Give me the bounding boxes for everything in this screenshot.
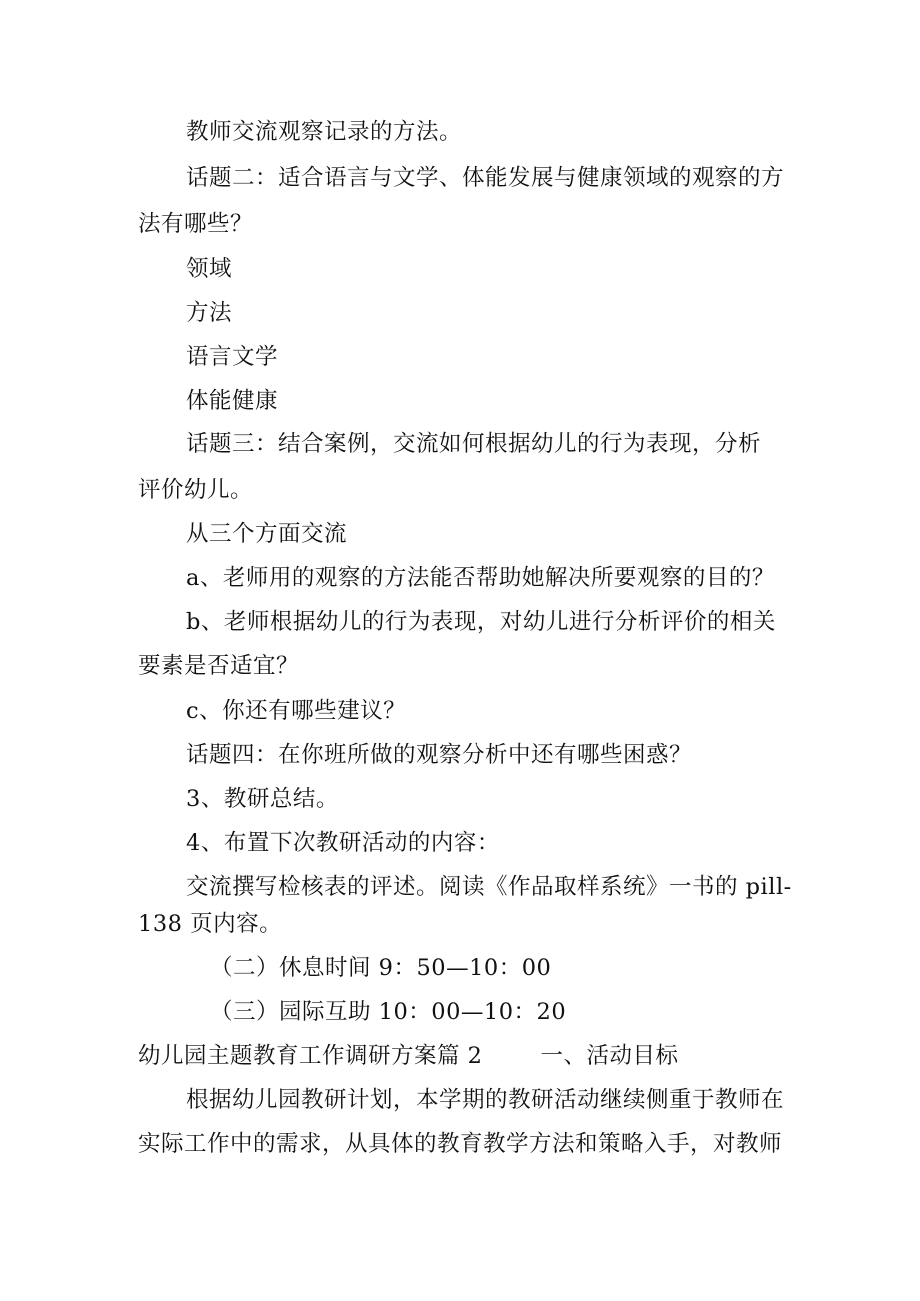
paragraph-line: 实际工作中的需求，从具体的教育教学方法和策略入手，对教师 [138, 1131, 783, 1157]
paragraph-line: b、老师根据幼儿的行为表现，对幼儿进行分析评价的相关 [186, 609, 776, 635]
paragraph-line: 话题四：在你班所做的观察分析中还有哪些困惑？ [186, 742, 693, 768]
section-subtitle: 一、活动目标 [540, 1043, 679, 1069]
paragraph-line: c、你还有哪些建议？ [186, 698, 407, 724]
paragraph-line: 3、教研总结。 [186, 786, 339, 812]
paragraph-line: 4、布置下次教研活动的内容： [186, 830, 500, 856]
paragraph-line: （二）休息时间 9：50—10：00 [210, 955, 552, 981]
paragraph-line: （三）园际互助 10：00—10：20 [210, 999, 567, 1025]
paragraph-line: 要素是否适宜？ [138, 653, 300, 679]
paragraph-line: 话题三：结合案例，交流如何根据幼儿的行为表现，分析 [186, 431, 762, 457]
paragraph-line: 领域 [186, 256, 233, 282]
paragraph-line: a、老师用的观察的方法能否帮助她解决所要观察的目的？ [186, 565, 775, 591]
paragraph-line: 体能健康 [186, 388, 279, 414]
paragraph-line: 交流撰写检核表的评述。阅读《作品取样系统》一书的 pill- [186, 874, 792, 900]
paragraph-line: 法有哪些？ [138, 211, 254, 237]
paragraph-line: 话题二：适合语言与文学、体能发展与健康领域的观察的方 [186, 165, 785, 191]
paragraph-line: 评价幼儿。 [138, 477, 254, 503]
paragraph-line: 138 页内容。 [138, 911, 283, 937]
section-title: 幼儿园主题教育工作调研方案篇 2 [138, 1043, 483, 1069]
section-heading [138, 1041, 678, 1071]
paragraph-line: 从三个方面交流 [186, 521, 348, 547]
paragraph-line: 语言文学 [186, 344, 279, 370]
paragraph-line: 方法 [186, 300, 233, 326]
paragraph-line: 教师交流观察记录的方法。 [186, 119, 463, 145]
paragraph-line: 根据幼儿园教研计划，本学期的教研活动继续侧重于教师在 [186, 1087, 785, 1113]
